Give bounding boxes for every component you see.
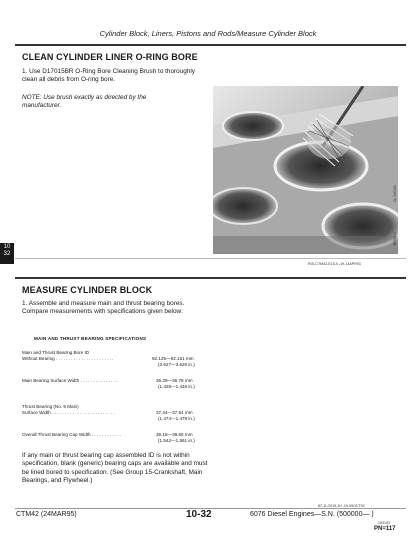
- section1-note: NOTE: Use brush exactly as directed by the manufacturer.: [22, 94, 147, 110]
- page-number: 10-32: [186, 509, 212, 520]
- spec-label-1: Thrust Bearing (No. 5 Main): [22, 404, 79, 409]
- section-tab: [0, 243, 14, 264]
- spec-value-mm: 39.16—39.66 mm: [156, 432, 193, 437]
- tab-line-1: 10: [3, 244, 11, 250]
- spec-row: [22, 432, 222, 454]
- photo-code-2: RG5614: [393, 232, 397, 246]
- section2-closing: If any main or thrust bearing cap assembled ID is not within specification, blank (generic) bearing caps are available and must be lined bored to specification. (See Group 15-Crankshaft, Main Bearings, and Flywheel.): [22, 452, 208, 485]
- spec-label-2: Overall Thrust Bearing Cap Width . . . . . . . . . . . .: [22, 432, 122, 437]
- pn-number: PN=117: [374, 526, 396, 532]
- spec-list: [22, 350, 222, 454]
- section2-reference: 87-11-2015-JH -19-09OCT92: [318, 504, 365, 508]
- spec-table-title: MAIN AND THRUST BEARING SPECIFICATIONS: [34, 336, 147, 341]
- spec-value-mm: 37.44—37.54 mm: [156, 410, 193, 415]
- spec-value-mm: 36.28—36.78 mm: [156, 378, 193, 383]
- running-header: Cylinder Block, Liners, Pistons and Rods/Measure Cylinder Block: [99, 29, 317, 38]
- spec-row: [22, 378, 222, 402]
- spec-row: [22, 350, 222, 376]
- cylinder-block-illustration: [213, 86, 398, 254]
- spec-value-mm: 92.125—92.151 mm: [152, 356, 194, 361]
- spec-label-2: Without Bearing . . . . . . . . . . . . . . . . . . . . . . .: [22, 356, 114, 361]
- spec-label-1: Main and Thrust Bearing Bore ID: [22, 350, 90, 355]
- photo-code-1: CL 04CI01: [393, 185, 397, 203]
- spec-value-in: (1.474—1.478 in.): [158, 416, 195, 421]
- manual-title: 6076 Diesel Engines—S.N. (500000— ): [250, 511, 374, 518]
- manual-id: CTM42 (24MAR95): [16, 511, 77, 518]
- brush-cleaning-photo: [213, 86, 398, 254]
- spec-label-2: Main Bearing Surface Width . . . . . . . . . . . . . . .: [22, 378, 118, 383]
- footer-small-code: 100193: [378, 521, 390, 525]
- spec-value-in: (1.428—1.448 in.): [158, 384, 195, 389]
- spec-label-2: Surface Width . . . . . . . . . . . . . . . . . . . . . . . . .: [22, 410, 115, 415]
- section-divider: [15, 258, 406, 259]
- section2-step: 1. Assemble and measure main and thrust bearing bores. Compare measurements with specifications given below:: [22, 300, 185, 316]
- spec-row: [22, 404, 222, 430]
- section1-step: 1. Use D17015BR O-Ring Bore Cleaning Brush to thoroughly clean all debris from O-ring bore.: [22, 68, 195, 84]
- section-measure-block: [15, 277, 406, 279]
- section2-heading: MEASURE CYLINDER BLOCK: [22, 285, 153, 295]
- spec-value-in: (3.627—3.628 in.): [158, 362, 195, 367]
- section1-heading: CLEAN CYLINDER LINER O-RING BORE: [22, 52, 198, 62]
- photo-reference: RGLCTM42-EL5-0 -19-14APR93: [308, 262, 361, 266]
- spec-value-in: (1.542—1.561 in.): [158, 438, 195, 443]
- tab-line-2: 32: [3, 251, 11, 257]
